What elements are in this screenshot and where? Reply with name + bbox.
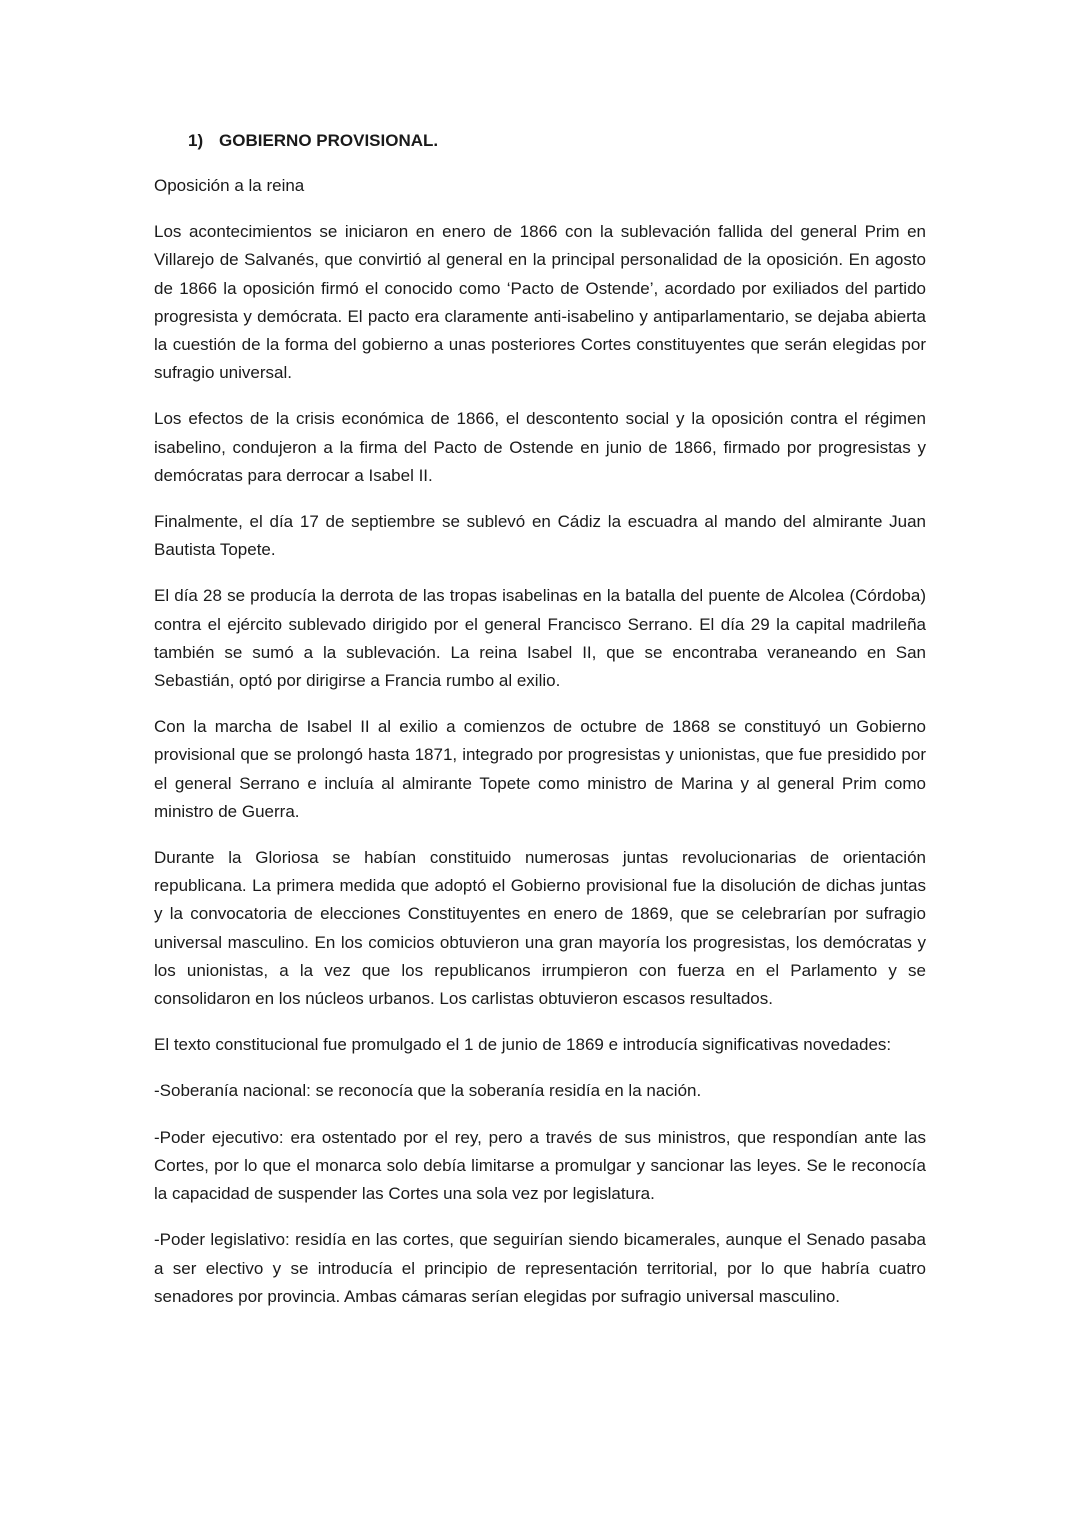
subsection-title: Oposición a la reina	[154, 176, 305, 195]
list-item-poder-ejecutivo: -Poder ejecutivo: era ostentado por el rey, pero a través de sus ministros, que respondían ante las Cortes, por lo que el monarca solo debía limitarse a promulgar y sancionar las leyes. Se le reconocía la capacidad de suspender las Cortes una sola vez por legislatura.	[154, 1127, 926, 1204]
paragraph: El día 28 se producía la derrota de las tropas isabelinas en la batalla del puente de Alcolea (Córdoba) contra el ejército sublevado dirigido por el general Francisco Serrano. El día 29 la capital madrileña también se sumó a la sublevación. La reina Isabel II, que se encontraba veraneando en San Sebastián, optó por dirigirse a Francia rumbo al exilio.	[154, 586, 926, 691]
paragraph: El texto constitucional fue promulgado el 1 de junio de 1869 e introducía significativas novedades:	[154, 1035, 892, 1055]
section-number: 1)	[188, 131, 204, 150]
list-item-soberania: -Soberanía nacional: se reconocía que la soberanía residía en la nación.	[154, 1081, 702, 1101]
document-page	[154, 127, 926, 1329]
paragraph: Los efectos de la crisis económica de 1866, el descontento social y la oposición contra el régimen isabelino, condujeron a la firma del Pacto de Ostende en junio de 1866, firmado por progresistas y demócratas para derrocar a Isabel II.	[154, 409, 926, 485]
section-heading	[188, 127, 926, 155]
list-item-poder-legislativo: -Poder legislativo: residía en las cortes, que seguirían siendo bicamerales, aunque el Senado pasaba a ser electivo y se introducía el principio de representación territorial, por lo que habría cuatro senadores por provincia. Ambas cámaras serían elegidas por sufragio universal masculino.	[154, 1230, 926, 1306]
paragraph: Durante la Gloriosa se habían constituido numerosas juntas revolucionarias de orientación republicana. La primera medida que adoptó el Gobierno provisional fue la disolución de dichas juntas y la convocatoria de elecciones Constituyentes en enero de 1869, que se celebrarían por sufragio universal masculino. En los comicios obtuvieron una gran mayoría los progresistas, los demócratas y los unionistas, a la vez que los republicanos irrumpieron con fuerza en el Parlamento y se consolidaron en los núcleos urbanos. Los carlistas obtuvieron escasos resultados.	[154, 848, 926, 1009]
paragraph: Los acontecimientos se iniciaron en enero de 1866 con la sublevación fallida del general Prim en Villarejo de Salvanés, que convirtió al general en la principal personalidad de la oposición. En agosto de 1866 la oposición firmó el conocido como ‘Pacto de Ostende’, acordado por exiliados del partido progresista y demócrata. El pacto era claramente anti-isabelino y antiparlamentario, se dejaba abierta la cuestión de la forma del gobierno a unas posteriores Cortes constituyentes que serán elegidas por sufragio universal.	[154, 222, 926, 383]
section-title: GOBIERNO PROVISIONAL.	[219, 131, 439, 150]
paragraph: Finalmente, el día 17 de septiembre se sublevó en Cádiz la escuadra al mando del almirante Juan Bautista Topete.	[154, 512, 926, 560]
paragraph: Con la marcha de Isabel II al exilio a comienzos de octubre de 1868 se constituyó un Gobierno provisional que se prolongó hasta 1871, integrado por progresistas y unionistas, que fue presidido por el general Serrano e incluía al almirante Topete como ministro de Marina y al general Prim como ministro de Guerra.	[154, 717, 926, 821]
